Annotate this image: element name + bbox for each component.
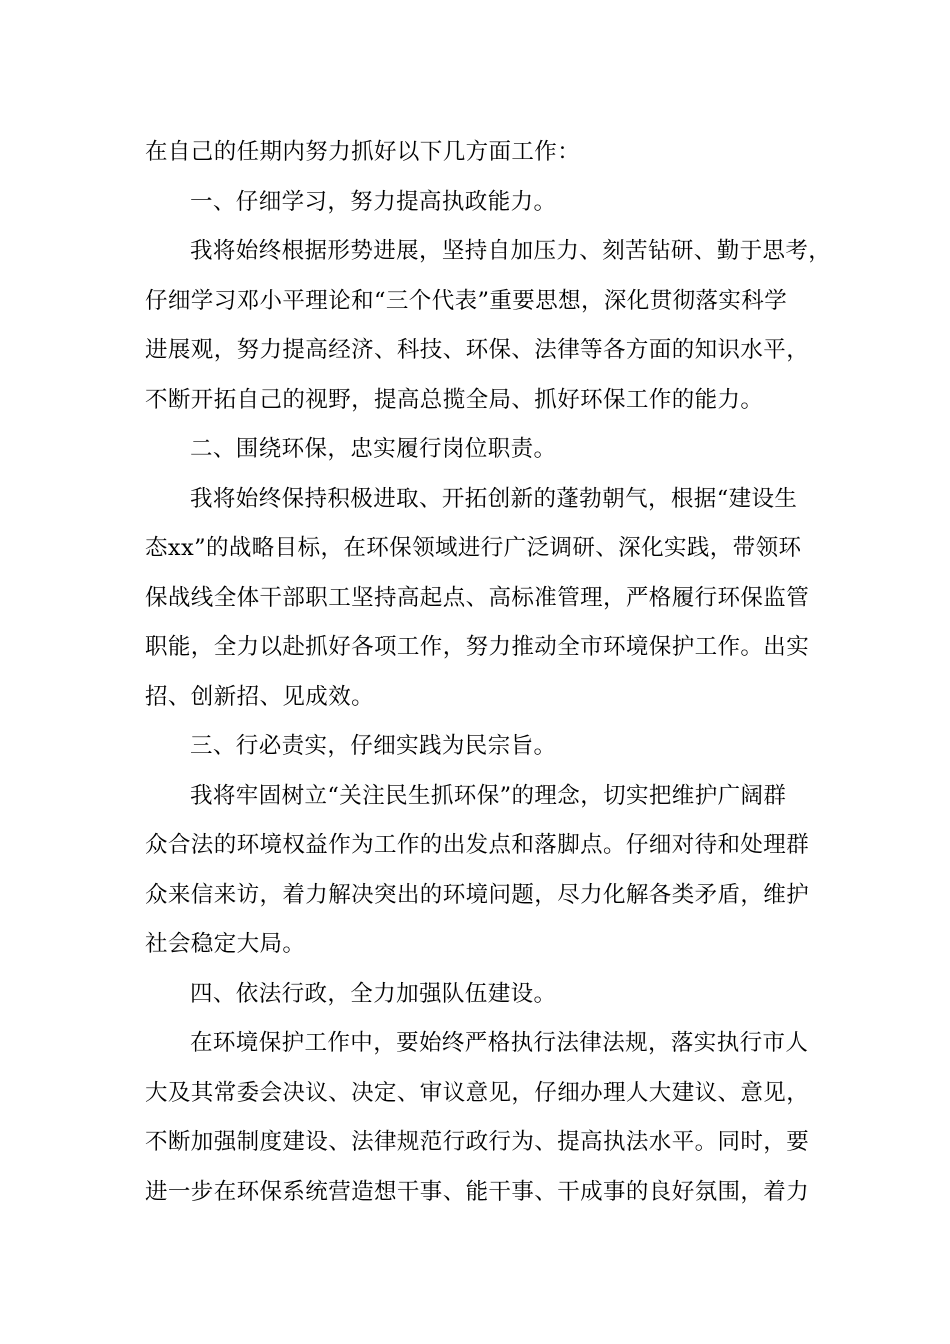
paragraph-line: 招、创新招、见成效。 xyxy=(145,683,375,710)
text-line: 在自己的任期内努力抓好以下几方面工作： xyxy=(145,139,581,165)
paragraph-line: 社会稳定大局。 xyxy=(145,931,306,957)
paragraph-line: 不断加强制度建设、法律规范行政行为、提高执法水平。同时，要 xyxy=(145,1129,810,1155)
paragraph-line: 大及其常委会决议、决定、审议意见，仔细办理人大建议、意见， xyxy=(145,1079,810,1106)
paragraph-line: 众来信来访，着力解决突出的环境问题，尽力化解各类矛盾，维护 xyxy=(145,881,810,908)
section-heading-2: 二、围绕环保，忠实履行岗位职责。 xyxy=(190,436,557,462)
paragraph-line: 不断开拓自己的视野，提高总揽全局、抓好环保工作的能力。 xyxy=(145,386,764,413)
section-heading-4: 四、依法行政，全力加强队伍建设。 xyxy=(190,980,557,1007)
paragraph-line: 我将始终根据形势进展，坚持自加压力、刻苦钻研、勤于思考， xyxy=(190,238,832,264)
paragraph-line: 我将牢固树立“关注民生抓环保”的理念，切实把维护广阔群 xyxy=(190,782,787,809)
paragraph-line: 我将始终保持积极进取、开拓创新的蓬勃朝气，根据“建设生 xyxy=(190,485,798,512)
paragraph-line: 仔细学习邓小平理论和“三个代表”重要思想，深化贯彻落实科学 xyxy=(145,287,788,314)
paragraph-line: 在环境保护工作中，要始终严格执行法律法规，落实执行市人 xyxy=(190,1030,809,1056)
section-heading-1: 一、仔细学习，努力提高执政能力。 xyxy=(190,188,557,215)
paragraph-line: 保战线全体干部职工坚持高起点、高标准管理，严格履行环保监管 xyxy=(145,584,810,611)
paragraph-line: 众合法的环境权益作为工作的出发点和落脚点。仔细对待和处理群 xyxy=(145,832,810,858)
document-body xyxy=(145,128,832,1217)
paragraph-line: 进一步在环保系统营造想干事、能干事、干成事的良好氛围，着力 xyxy=(145,1178,810,1205)
paragraph-line: 态xx”的战略目标，在环保领域进行广泛调研、深化实践，带领环 xyxy=(145,535,802,561)
section-heading-3: 三、行必责实，仔细实践为民宗旨。 xyxy=(190,733,557,759)
paragraph-line: 职能，全力以赴抓好各项工作，努力推动全市环境保护工作。出实 xyxy=(145,634,810,660)
paragraph-line: 进展观，努力提高经济、科技、环保、法律等各方面的知识水平， xyxy=(145,337,810,363)
